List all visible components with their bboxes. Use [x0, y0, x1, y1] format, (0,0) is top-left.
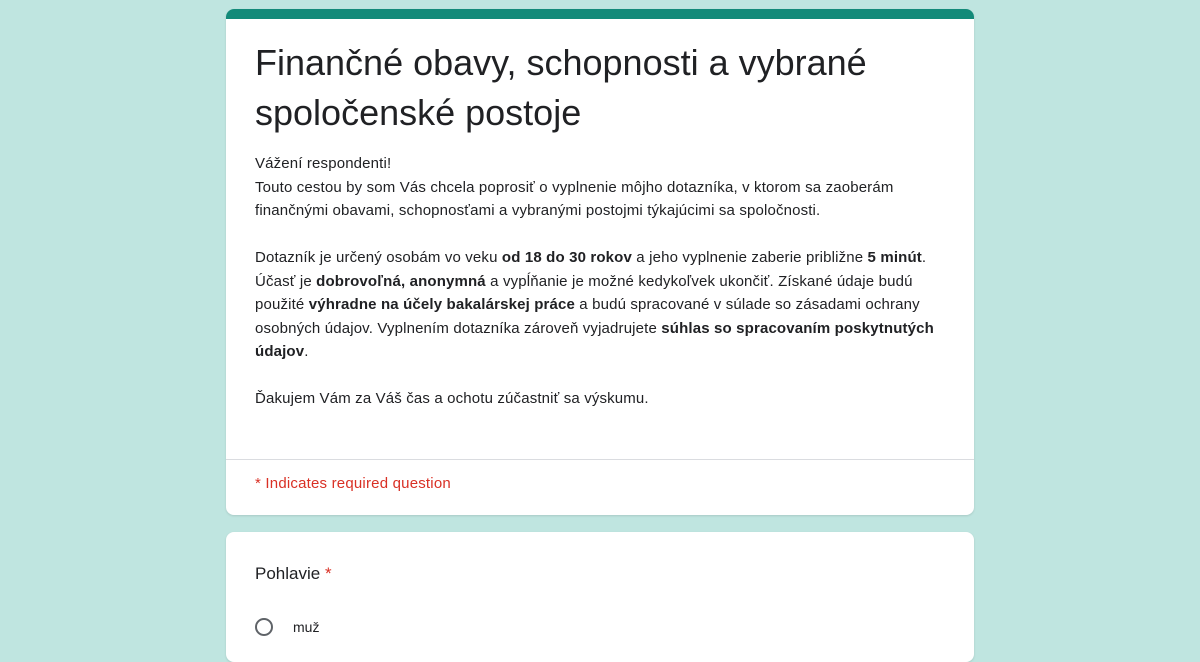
question-title-text: Pohlavie	[255, 564, 321, 583]
details-text: . Účasť je	[255, 249, 927, 290]
description-greeting: Vážení respondenti!	[255, 155, 392, 172]
description-intro: Touto cestou by som Vás chcela poprosiť o vyplnenie môjho dotazníka, v ktorom sa zaoberám finančnými obavami, schopnosťami a vybranými postojmi týkajúcimi sa spoločnosti.	[255, 178, 894, 219]
form-title: Finančné obavy, schopnosti a vybrané spoločenské postoje	[255, 42, 867, 133]
accent-bar	[226, 9, 974, 19]
details-text: .	[304, 343, 309, 360]
required-star: *	[324, 564, 332, 583]
radio-button[interactable]	[255, 618, 273, 636]
question-card-pohlavie	[226, 532, 974, 662]
form-description	[255, 152, 945, 411]
details-bold: 5 minút	[867, 249, 922, 266]
description-thanks: Ďakujem Vám za Váš čas a ochotu zúčastniť sa výskumu.	[255, 390, 649, 407]
required-note: * Indicates required question	[255, 475, 451, 492]
details-text: a jeho vyplnenie zaberie približne	[631, 249, 868, 266]
details-text: Dotazník je určený osobám vo veku	[255, 249, 502, 266]
details-text: a budú spracované v súlade so zásadami ochrany osobných údajov. Vyplnením dotazníka zároveň vyjadrujete	[255, 296, 920, 337]
description-details	[255, 246, 945, 364]
details-bold: výhradne na účely bakalárskej práce	[308, 296, 575, 313]
form-header-card	[226, 9, 974, 515]
details-bold: súhlas so spracovaním poskytnutých údajov	[255, 319, 934, 360]
details-bold: od 18 do 30 rokov	[501, 249, 632, 266]
divider	[226, 459, 974, 460]
question-title	[255, 564, 332, 584]
details-bold: dobrovoľná, anonymná	[316, 272, 486, 290]
radio-option-label: muž	[293, 619, 320, 635]
radio-option-muz[interactable]	[255, 618, 319, 636]
details-text: a vypĺňanie je možné kedykoľvek ukončiť. Získané údaje budú použité	[255, 272, 913, 313]
